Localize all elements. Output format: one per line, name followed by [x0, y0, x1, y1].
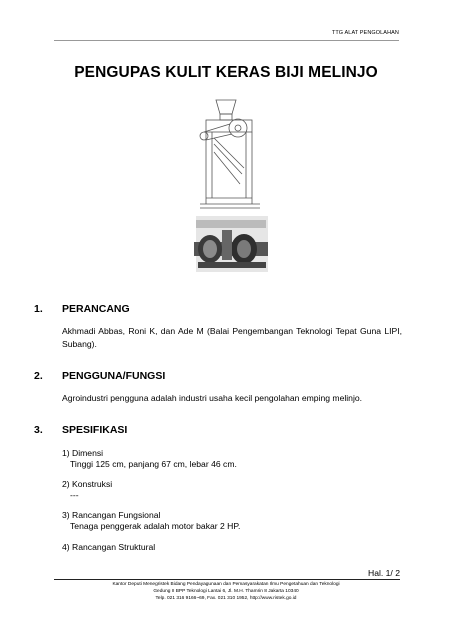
spec-item-detail: Tenaga penggerak adalah motor bakar 2 HP.	[70, 521, 241, 531]
spec-item-label: 1) Dimensi	[62, 448, 104, 458]
spec-item-label: 2) Konstruksi	[62, 479, 113, 489]
header-divider	[54, 40, 399, 41]
section-heading-spesifikasi: 3. SPESIFIKASI	[34, 424, 128, 436]
spec-item-label: 3) Rancangan Fungsional	[62, 510, 161, 520]
document-title: PENGUPAS KULIT KERAS BIJI MELINJO	[74, 64, 378, 81]
page-number: Hal. 1/ 2	[367, 568, 400, 578]
spec-item-label: 4) Rancangan Struktural	[62, 542, 156, 552]
footer-line: Telp. 021 316 9166~69, Fax. 021 310 1952, http://www.ristek.go.id	[155, 596, 297, 601]
machine-illustration	[192, 92, 270, 282]
spec-item-detail: ---	[70, 490, 79, 500]
section-text-pengguna-fungsi: Agroindustri pengguna adalah industri usaha kecil pengolahan emping melinjo.	[62, 393, 363, 403]
footer-line: Gedung II BPP Teknologi Lantai 6, Jl. M.H. Thamrin 8 Jakarta 10340	[153, 589, 299, 594]
section-heading-pengguna-fungsi: 2. PENGGUNA/FUNGSI	[34, 370, 166, 382]
footer-divider	[54, 579, 400, 580]
spec-item-detail: Tinggi 125 cm, panjang 67 cm, lebar 46 cm.	[70, 459, 237, 469]
section-text-perancang: Akhmadi Abbas, Roni K, dan Ade M (Balai Pengembangan Teknologi Tepat Guna LIPI, Subang).	[62, 326, 402, 349]
section-heading-perancang: 1. PERANCANG	[34, 303, 130, 315]
header-tag: TTG ALAT PENGOLAHAN	[331, 30, 399, 36]
footer-line: Kantor Deputi Menegristek Bidang Pendayagunaan dan Pemasyarakatan Ilmu Pengetahuan dan Teknologi	[112, 582, 340, 587]
